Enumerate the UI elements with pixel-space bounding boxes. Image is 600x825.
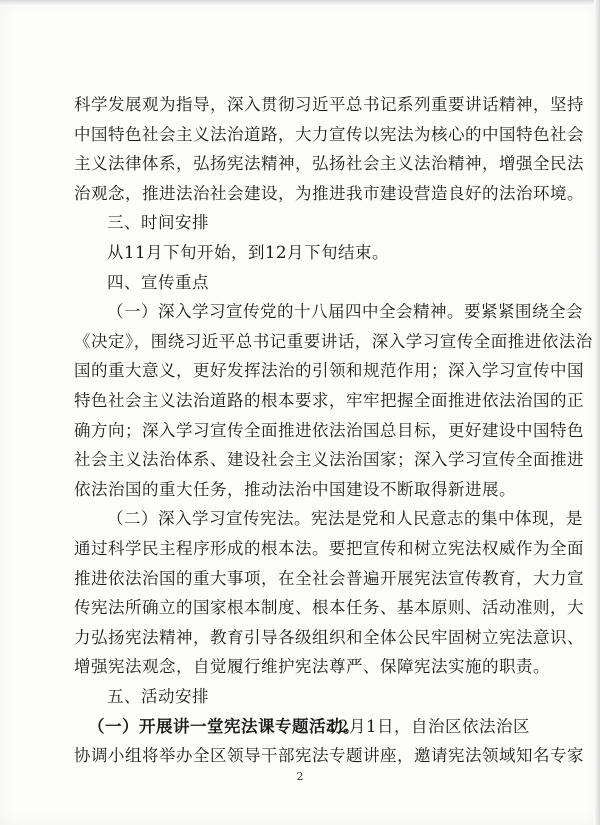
body-text-line: 科学发展观为指导，深入贯彻习近平总书记系列重要讲话精神，坚持 (74, 95, 584, 114)
body-text-line: 主义法律体系，弘扬宪法精神，弘扬社会主义法治精神，增强全民法 (74, 154, 584, 174)
scan-edge-top (0, 0, 600, 6)
body-text-line: 增强宪法观念，自觉履行维护宪法尊严、保障宪法实施的职责。 (74, 657, 550, 677)
body-text-line: 通过科学民主程序形成的根本法。要把宣传和树立宪法权威作为全面 (74, 539, 584, 558)
body-text-line: 治观念，推进法治社会建设，为推进我市建设营造良好的法治环境。 (74, 183, 584, 203)
body-text-line: 《决定》，围绕习近平总书记重要讲话，深入学习宣传全面推进依法治 (74, 331, 593, 351)
body-text-line: （二）深入学习宣传宪法。宪法是党和人民意志的集中体现，是 (107, 509, 583, 529)
body-text-line: 从11月下旬开始，到12月下旬结束。 (107, 243, 389, 262)
body-text-line: 协调小组将举办全区领导干部宪法专题讲座，邀请宪法领域知名专家 (74, 746, 584, 766)
body-text-line: 推进依法治国的重大事项，在全社会普遍开展宪法宣传教育，大力宣 (74, 568, 584, 588)
body-text-line: 依法治国的重大任务，推动法治中国建设不断取得新进展。 (74, 479, 516, 499)
body-text-line: 国的重大意义，更好发挥法治的引领和规范作用；深入学习宣传中国 (74, 361, 584, 381)
scan-edge-right (594, 0, 600, 825)
section-heading-focus: 四、宣传重点 (107, 272, 209, 292)
section-heading-activities: 五、活动安排 (107, 687, 209, 706)
body-text-line: 12月1日，自治区依法治区 (327, 716, 530, 736)
body-text-line: 力弘扬宪法精神，教育引导各级组织和全体公民牢固树立宪法意识、 (74, 627, 584, 647)
page-number: 2 (296, 770, 304, 783)
body-text-line: 确方向；深入学习宣传全面推进依法治国总目标，更好建设中国特色 (74, 420, 584, 440)
activity-heading-constitution-class: （一）开展讲一堂宪法课专题活动。 (88, 716, 360, 736)
body-text-line: 社会主义法治体系、建设社会主义法治国家；深入学习宣传全面推进 (74, 450, 584, 470)
body-text-line: 传宪法所确立的国家根本制度、根本任务、基本原则、活动准则，大 (74, 598, 584, 618)
section-heading-schedule: 三、时间安排 (107, 213, 209, 233)
body-text-line: 特色社会主义法治道路的根本要求，牢牢把握全面推进依法治国的正 (74, 391, 584, 410)
body-text-line: （一）深入学习宣传党的十八届四中全会精神。要紧紧围绕全会 (107, 302, 583, 322)
body-text-line: 中国特色社会主义法治道路，大力宣传以宪法为核心的中国特色社会 (74, 124, 584, 144)
